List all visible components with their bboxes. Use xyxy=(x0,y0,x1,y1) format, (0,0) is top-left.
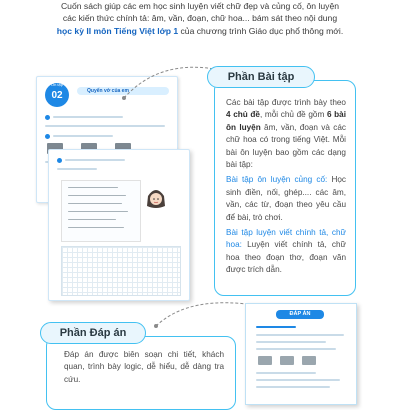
text-run: , mỗi chủ đề gồm xyxy=(259,110,327,120)
review-exercise-label: Bài tập ôn luyện củng cố: xyxy=(226,175,328,185)
poem-line xyxy=(68,219,116,220)
exercise-bullet xyxy=(45,115,50,120)
intro-line-1: Cuốn sách giúp các em học sinh luyện viết chữ đẹp và củng cố, ôn luyện xyxy=(60,1,340,11)
intro-line-2: các kiến thức chính tả: âm, vần, đoạn, chữ hoa... bám sát theo nội dung xyxy=(62,13,338,24)
exercise-line xyxy=(53,116,123,118)
writing-exercise-label: Bài tập luyện viết chính tả, chữ hoa: xyxy=(226,228,346,250)
answer-book-preview xyxy=(245,303,357,405)
answer-line xyxy=(256,386,330,388)
writing-exercise-paragraph xyxy=(226,227,346,277)
intro-highlight: học kỳ II môn Tiếng Việt lớp 1 xyxy=(56,25,179,36)
book-header-text: Quyển vở của em xyxy=(87,88,129,94)
topics-count: 4 chủ đề xyxy=(226,110,260,120)
exercise-line xyxy=(57,168,97,170)
poem-line xyxy=(68,203,122,204)
poem-line xyxy=(68,227,124,228)
exercise-line xyxy=(53,135,113,137)
lesson-badge-label: Ôn tập xyxy=(50,82,63,87)
answer-line xyxy=(256,348,336,350)
answer-line xyxy=(256,334,344,336)
exercise-line xyxy=(65,159,125,161)
answer-image xyxy=(302,356,316,365)
intro-text xyxy=(20,0,380,37)
lesson-badge-number: 02 xyxy=(51,90,63,101)
answer-section-text: Đáp án được biên soạn chi tiết, khách quan, trình bày logic, dễ hiểu, dễ dàng tra cứu. xyxy=(64,350,224,384)
lessons-count: 6 bài ôn luyện xyxy=(226,110,347,132)
exercise-section-text xyxy=(226,97,346,277)
answer-line xyxy=(256,326,296,328)
exercise-bullet xyxy=(57,158,62,163)
answer-line xyxy=(256,341,326,343)
answer-image xyxy=(280,356,294,365)
answer-section-title: Phần Đáp án xyxy=(40,322,146,344)
girl-illustration xyxy=(145,186,167,212)
poem-line xyxy=(68,211,128,212)
poem-line xyxy=(68,187,118,188)
exercise-line xyxy=(45,125,165,127)
lesson-badge xyxy=(45,83,69,107)
book-page-front xyxy=(48,149,190,301)
text-run: âm, vần, đoạn và các chữ hoa có trong tiếng Việt. Mỗi bài ôn luyện bao gồm các dạng bài tập: xyxy=(226,122,346,170)
exercise-intro-paragraph xyxy=(226,97,346,171)
intro-line-3 xyxy=(20,25,380,37)
review-exercise-paragraph xyxy=(226,174,346,224)
writing-grid xyxy=(61,246,181,296)
exercise-bullet xyxy=(45,134,50,139)
writing-exercise-text: Luyện viết chính tả, chữ hoa theo đoạn thơ, đoạn văn được trích dẫn. xyxy=(226,240,346,275)
answer-line xyxy=(256,379,340,381)
intro-line-3-rest: của chương trình Giáo dục phổ thông mới. xyxy=(178,25,344,36)
answer-image xyxy=(258,356,272,365)
poem-box xyxy=(61,180,141,242)
poem-line xyxy=(68,195,126,196)
review-exercise-text: Học sinh điền, nối, ghép.... các âm, vần, các từ, đoạn theo yêu cầu để bài, trò chơi. xyxy=(226,175,346,222)
exercise-section-title: Phần Bài tập xyxy=(207,66,315,88)
text-run: Các bài tập được trình bày theo xyxy=(226,98,346,107)
answer-book-title: ĐÁP ÁN xyxy=(276,310,324,319)
exercise-book-preview xyxy=(36,76,186,298)
answer-line xyxy=(256,372,316,374)
